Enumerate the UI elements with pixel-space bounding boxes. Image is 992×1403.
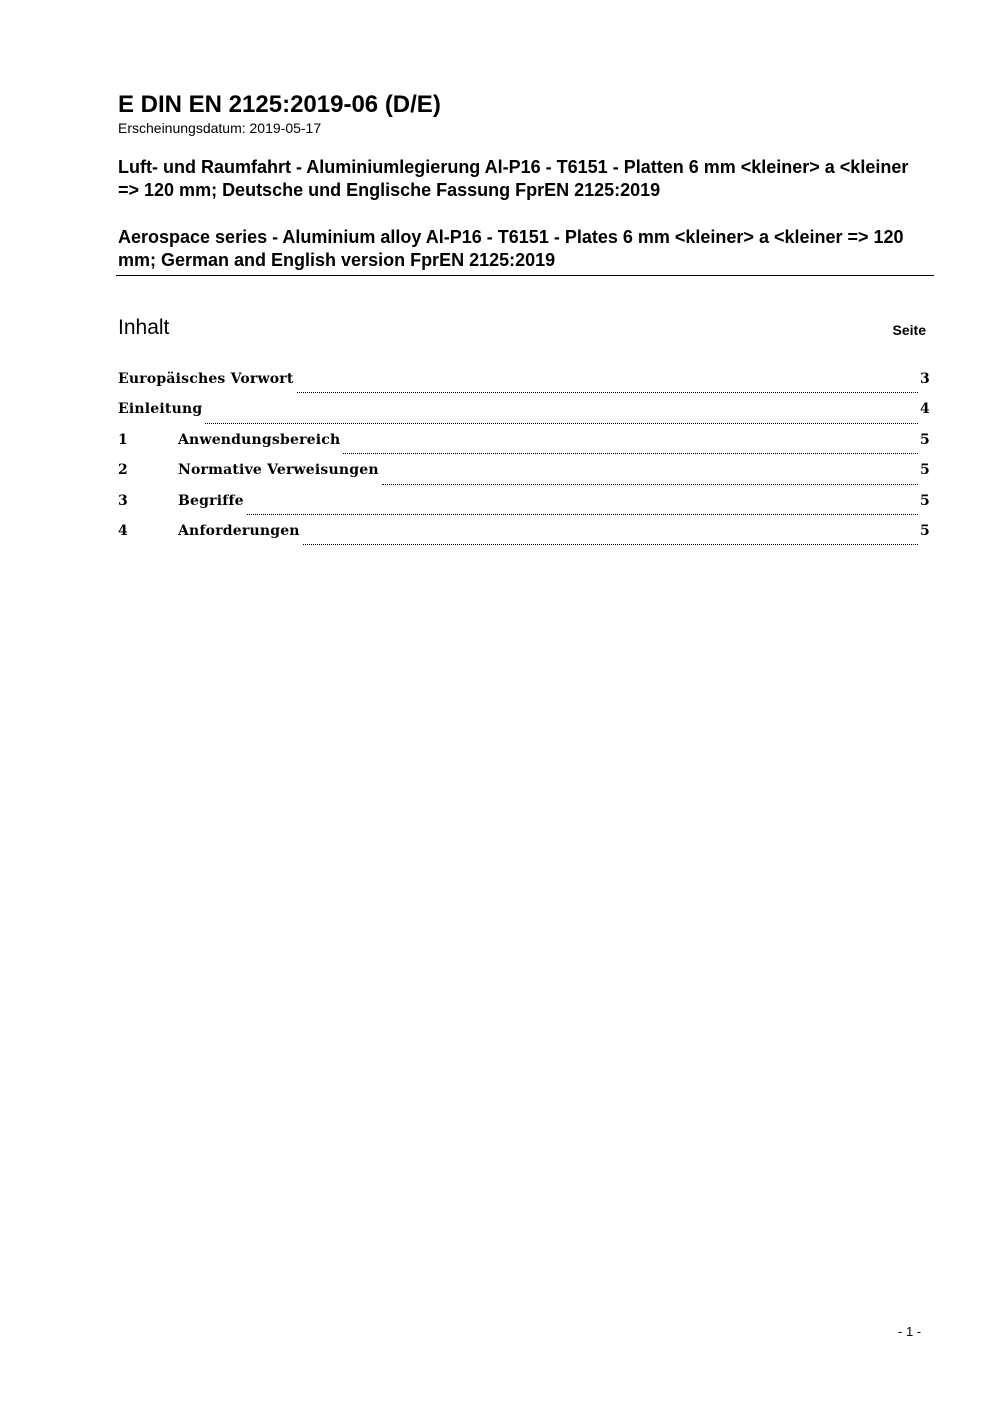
toc-entry-number: 3	[118, 492, 128, 509]
toc-page-column-label: Seite	[892, 322, 926, 338]
toc-entry-title: Anwendungsbereich	[178, 431, 341, 448]
publication-date: Erscheinungsdatum: 2019-05-17	[118, 120, 322, 136]
toc-entry-page: 5	[920, 522, 930, 539]
toc-heading: Inhalt	[118, 316, 170, 339]
toc-entry-europaeisches-vorwort[interactable]	[118, 371, 930, 401]
toc-leader-dots	[247, 514, 918, 515]
toc-entry-number: 1	[118, 431, 128, 448]
toc-entry-page: 5	[920, 492, 930, 509]
toc-entry-anforderungen[interactable]	[118, 523, 930, 553]
toc-entry-page: 5	[920, 431, 930, 448]
toc-leader-dots	[297, 392, 919, 393]
title-english: Aerospace series - Aluminium alloy Al-P16 - T6151 - Plates 6 mm <kleiner> a <kleiner => 120 mm; German and English version FprEN 2125:2019	[118, 227, 904, 270]
toc-entry-title: Einleitung	[118, 401, 203, 418]
toc-entry-title: Normative Verweisungen	[178, 462, 379, 479]
toc-leader-dots	[382, 484, 918, 485]
toc-entry-einleitung[interactable]	[118, 401, 930, 431]
page-number: - 1 -	[898, 1324, 922, 1339]
toc-entry-anwendungsbereich[interactable]	[118, 432, 930, 462]
table-of-contents	[118, 371, 930, 553]
toc-entry-number: 4	[118, 522, 128, 539]
toc-entry-title: Begriffe	[178, 492, 244, 509]
toc-entry-page: 4	[920, 401, 930, 418]
toc-entry-begriffe[interactable]	[118, 493, 930, 523]
toc-entry-page: 3	[920, 371, 930, 387]
document-header	[118, 90, 934, 272]
toc-entry-page: 5	[920, 462, 930, 479]
toc-entry-title: Anforderungen	[178, 522, 300, 539]
toc-leader-dots	[343, 453, 918, 454]
header-divider	[116, 275, 934, 276]
document-id: E DIN EN 2125:2019-06 (D/E)	[118, 91, 441, 118]
toc-leader-dots	[303, 544, 918, 545]
toc-leader-dots	[205, 423, 918, 424]
title-german: Luft- und Raumfahrt - Aluminiumlegierung Al-P16 - T6151 - Platten 6 mm <kleiner> a <kleiner => 120 mm; Deutsche und Englische Fassung FprEN 2125:2019	[118, 157, 909, 200]
toc-entry-normative-verweisungen[interactable]	[118, 462, 930, 492]
toc-entry-title: Europäisches Vorwort	[118, 371, 294, 387]
toc-entry-number: 2	[118, 462, 128, 479]
toc-heading-row	[118, 314, 926, 344]
